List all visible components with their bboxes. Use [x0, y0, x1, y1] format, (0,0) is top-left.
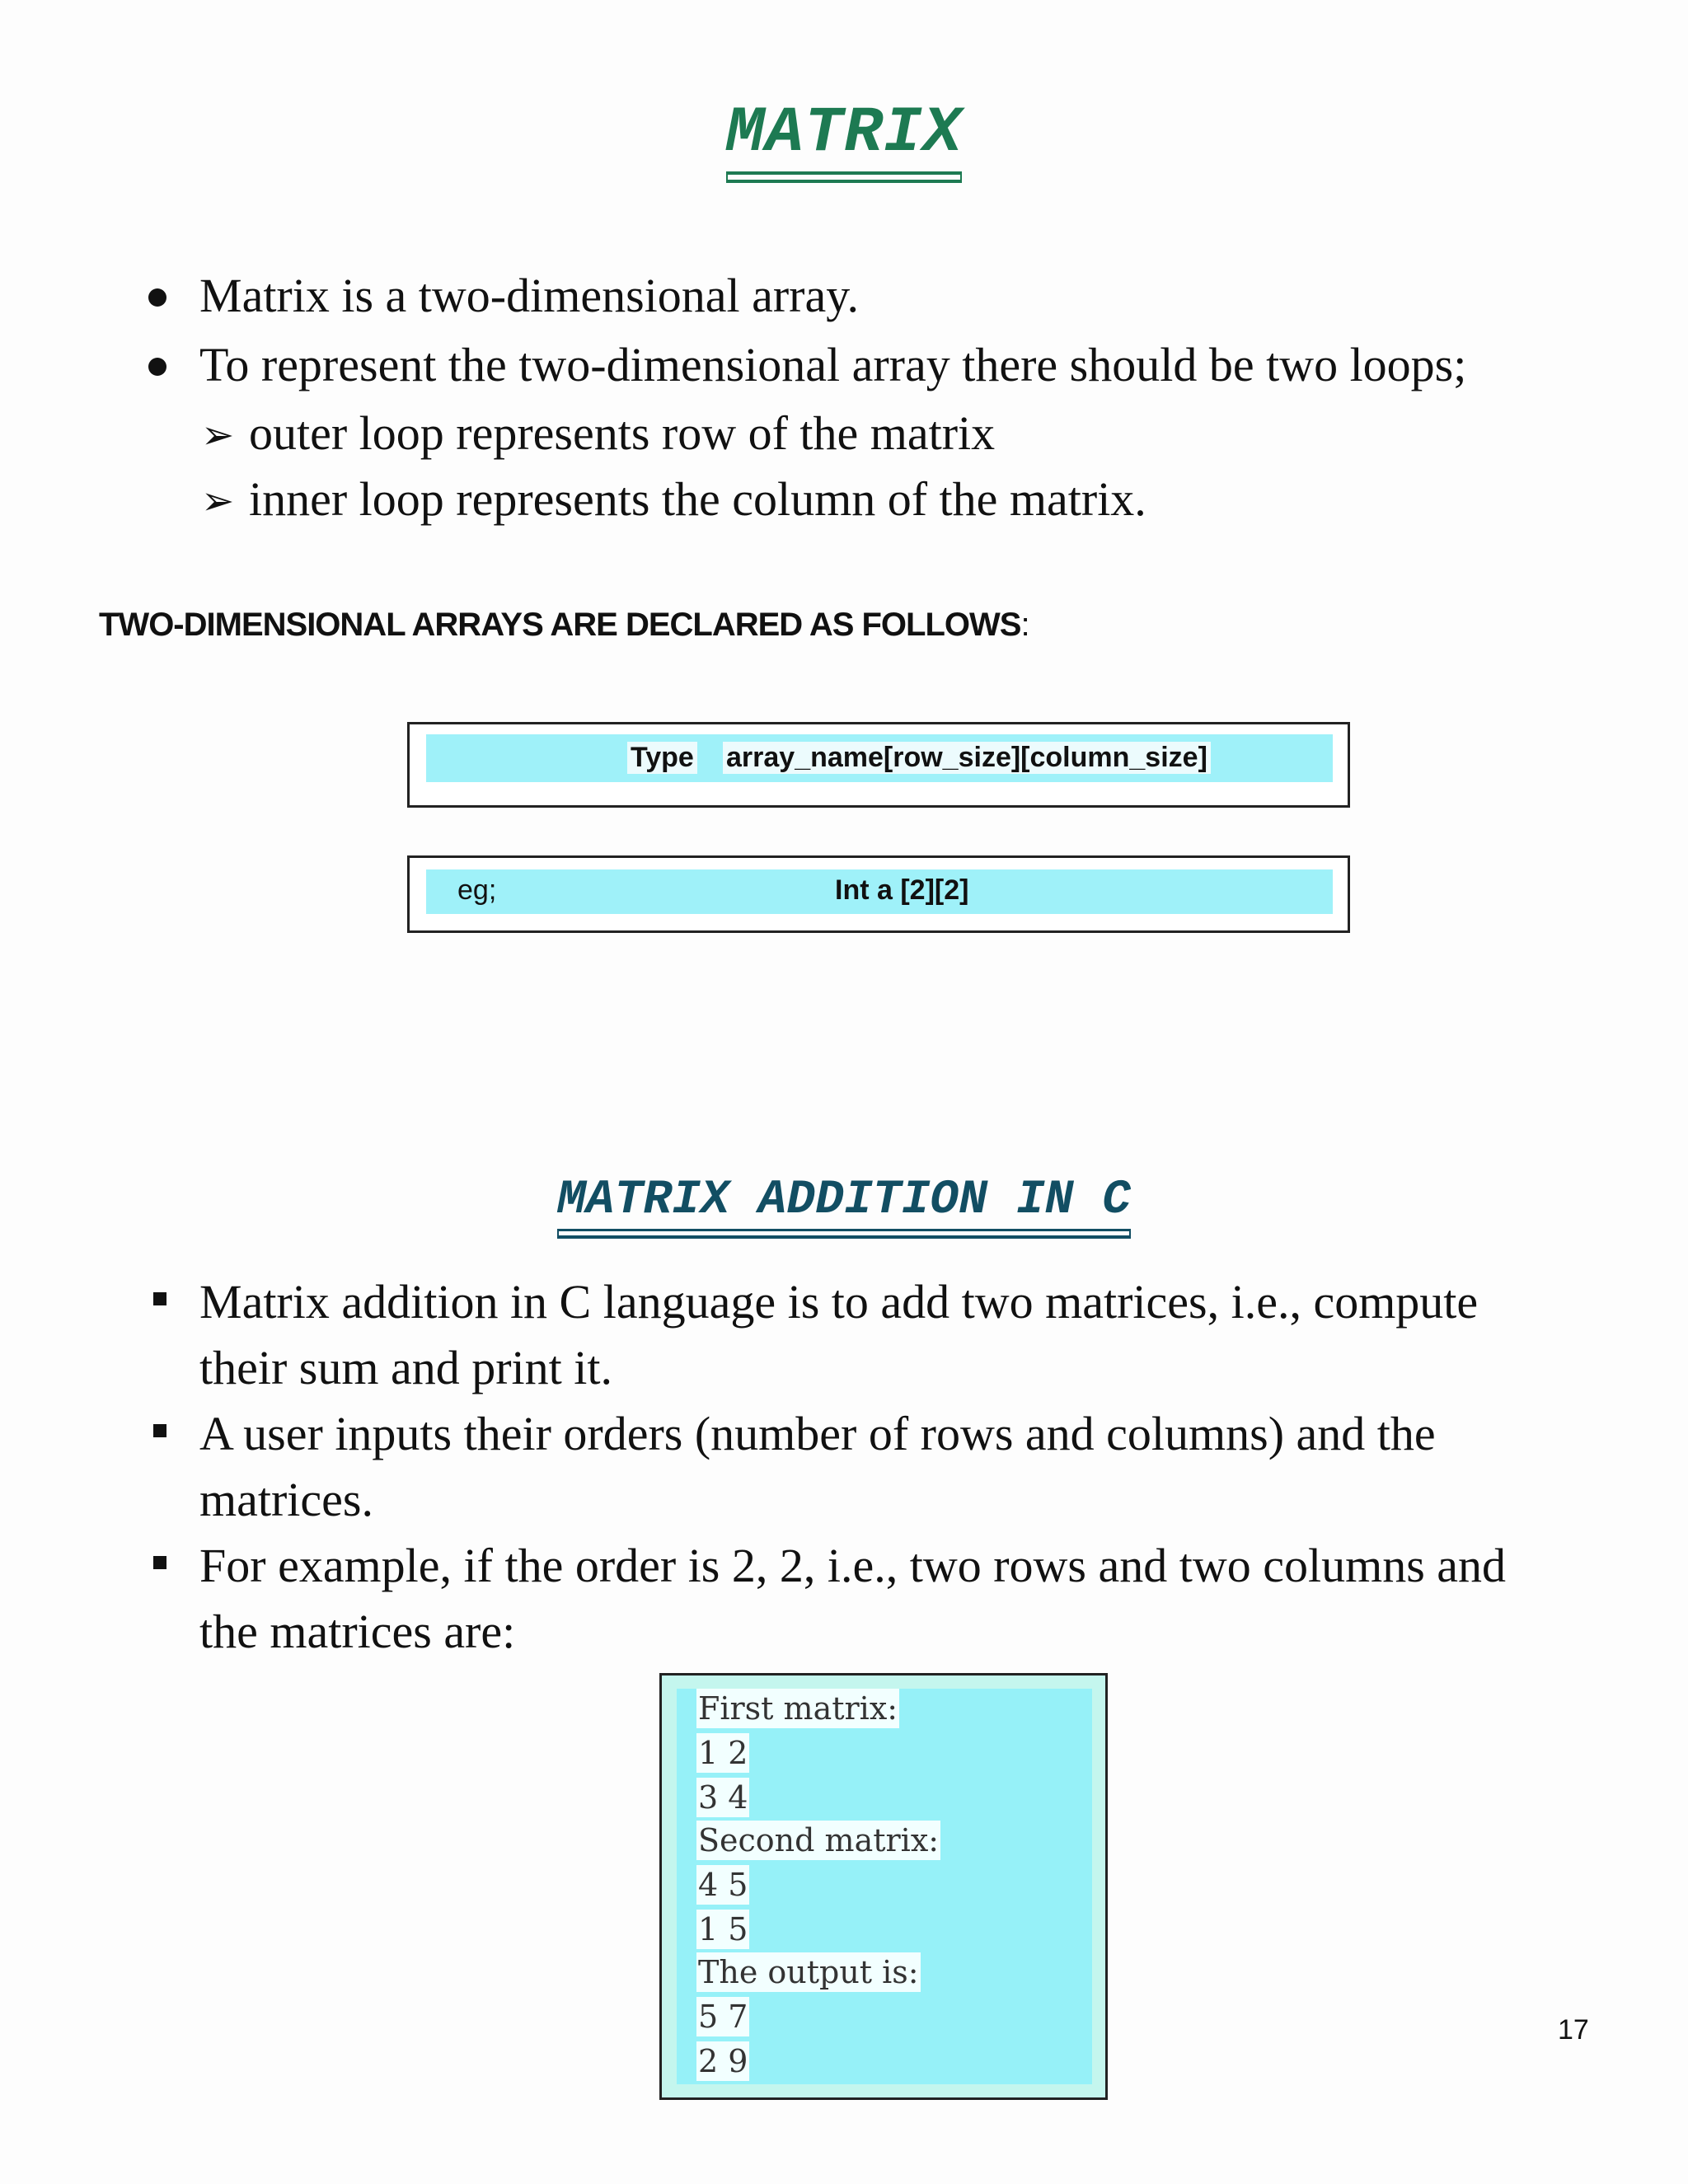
list-item-text [199, 1533, 1688, 1665]
list-item-line: the matrices are: [199, 1605, 516, 1658]
page-title-text: MATRIX [726, 97, 963, 175]
example-line: First matrix: [698, 1690, 898, 1727]
list-item-line: A user inputs their orders (number of rows and columns) and the [199, 1407, 1436, 1460]
example-line: 5 7 [698, 1999, 748, 2035]
syntax-type: Type [627, 742, 697, 774]
syntax-box [407, 722, 1350, 808]
bullet-dot-icon [148, 358, 166, 376]
example-declaration-box [407, 855, 1350, 933]
example-declaration-highlight [426, 869, 1333, 914]
example-code: Int a [2][2] [835, 874, 969, 906]
bullet-text: Matrix is a two-dimensional array. [199, 269, 859, 322]
syntax-highlight [426, 734, 1333, 782]
example-line: 3 4 [698, 1779, 748, 1816]
list-item-line: For example, if the order is 2, 2, i.e., two rows and two columns and [199, 1539, 1507, 1592]
section-heading-colon: : [1020, 607, 1029, 643]
example-output-highlight [677, 1689, 1092, 2084]
section-title [0, 1174, 1688, 1231]
example-line: 1 5 [698, 1911, 748, 1947]
example-line: The output is: [698, 1954, 919, 1990]
square-bullet-icon [153, 1424, 166, 1437]
example-line: 4 5 [698, 1867, 748, 1903]
sub-bullet-text: outer loop represents row of the matrix [249, 406, 996, 460]
square-bullet-icon [153, 1556, 166, 1569]
example-line: Second matrix: [698, 1822, 940, 1858]
list-item-line: their sum and print it. [199, 1341, 612, 1394]
page-title [0, 97, 1688, 175]
section-heading-text: TWO-DIMENSIONAL ARRAYS ARE DECLARED AS FOLLOWS [99, 607, 1021, 643]
square-bullet-icon [153, 1292, 166, 1305]
example-line: 1 2 [698, 1735, 748, 1771]
list-item-text [199, 1401, 1688, 1533]
sub-bullet-text: inner loop represents the column of the matrix. [249, 472, 1146, 526]
list-item-text [199, 1269, 1688, 1401]
example-line: 2 9 [698, 2043, 748, 2079]
list-item-line: Matrix addition in C language is to add two matrices, i.e., compute [199, 1275, 1479, 1329]
list-item-line: matrices. [199, 1473, 373, 1526]
arrow-bullet-icon: ➢ [201, 412, 235, 458]
bullet-dot-icon [148, 288, 166, 307]
arrow-bullet-icon: ➢ [201, 478, 235, 524]
syntax-body: array_name[row_size][column_size] [723, 742, 1211, 774]
page-number: 17 [1558, 2014, 1589, 2046]
example-output-box [659, 1673, 1108, 2100]
section-heading [99, 607, 1029, 644]
section-title-text: MATRIX ADDITION IN C [557, 1174, 1131, 1231]
example-label: eg; [457, 874, 497, 906]
bullet-text: To represent the two-dimensional array there should be two loops; [199, 338, 1467, 391]
